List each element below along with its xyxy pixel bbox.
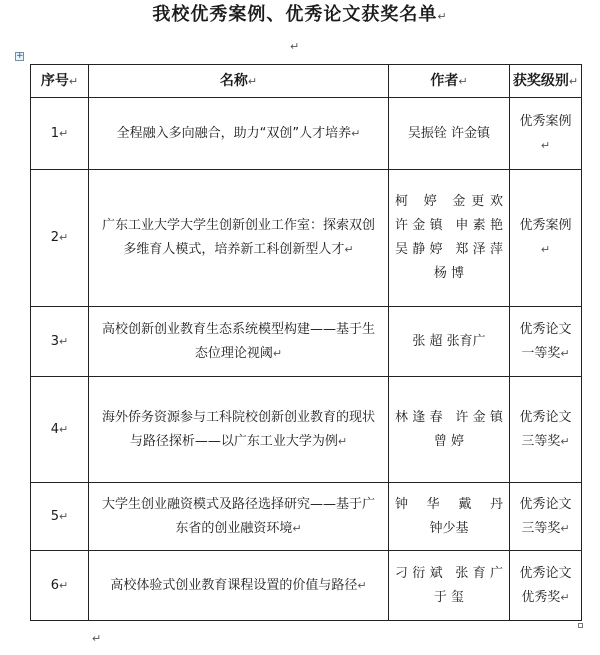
table-resize-handle[interactable] <box>578 623 583 628</box>
cell-name: 高校创新创业教育生态系统模型构建——基于生态位理论视阈↵ <box>89 307 389 377</box>
cell-name: 高校体验式创业教育课程设置的价值与路径↵ <box>89 551 389 621</box>
cell-authors: 林逢春 许金镇 曾 婷 <box>389 377 510 483</box>
header-authors: 作者↵ <box>389 65 510 98</box>
cell-authors: 钟 华 戴 丹 钟少基 <box>389 483 510 551</box>
cell-name: 大学生创业融资模式及路径选择研究——基于广东省的创业融资环境↵ <box>89 483 389 551</box>
cell-no: 2↵ <box>31 170 89 307</box>
cell-no: 1↵ <box>31 98 89 170</box>
header-no: 序号↵ <box>31 65 89 98</box>
cell-name: 全程融入多向融合，助力“双创”人才培养↵ <box>89 98 389 170</box>
cell-level: 优秀案例↵ <box>510 170 582 307</box>
cell-no: 5↵ <box>31 483 89 551</box>
awards-table <box>30 64 582 621</box>
cell-name: 广东工业大学大学生创新创业工作室：探索双创多维育人模式，培养新工科创新型人才↵ <box>89 170 389 307</box>
cell-no: 3↵ <box>31 307 89 377</box>
table-row <box>31 307 582 377</box>
cell-authors: 张 超 张育广 <box>389 307 510 377</box>
table-row <box>31 170 582 307</box>
table-row <box>31 377 582 483</box>
table-row <box>31 483 582 551</box>
cell-level: 优秀论文优秀奖↵ <box>510 551 582 621</box>
cell-level: 优秀案例↵ <box>510 98 582 170</box>
cell-level: 优秀论文一等奖↵ <box>510 307 582 377</box>
table-header-row <box>31 65 582 98</box>
cell-name: 海外侨务资源参与工科院校创新创业教育的现状与路径探析——以广东工业大学为例↵ <box>89 377 389 483</box>
header-level: 获奖级别↵ <box>510 65 582 98</box>
table-row <box>31 98 582 170</box>
cell-no: 6↵ <box>31 551 89 621</box>
cell-level: 优秀论文三等奖↵ <box>510 377 582 483</box>
header-name: 名称↵ <box>89 65 389 98</box>
cell-level: 优秀论文三等奖↵ <box>510 483 582 551</box>
page-title <box>0 2 600 30</box>
paragraph-mark: ↵ <box>437 10 448 23</box>
cell-authors: 柯 婷 金更欢 许金镇 申素艳 吴静婷 郑泽萍 杨 博 <box>389 170 510 307</box>
cell-authors: 刁衍斌 张育广 于 玺 <box>389 551 510 621</box>
title-text: 我校优秀案例、优秀论文获奖名单 <box>152 4 438 25</box>
paragraph-mark: ↵ <box>92 632 102 645</box>
cell-authors: 吴振铨 许金镇 <box>389 98 510 170</box>
table-move-handle-icon[interactable]: + <box>16 51 24 61</box>
cell-no: 4↵ <box>31 377 89 483</box>
table-row <box>31 551 582 621</box>
paragraph-mark: ↵ <box>290 40 300 53</box>
